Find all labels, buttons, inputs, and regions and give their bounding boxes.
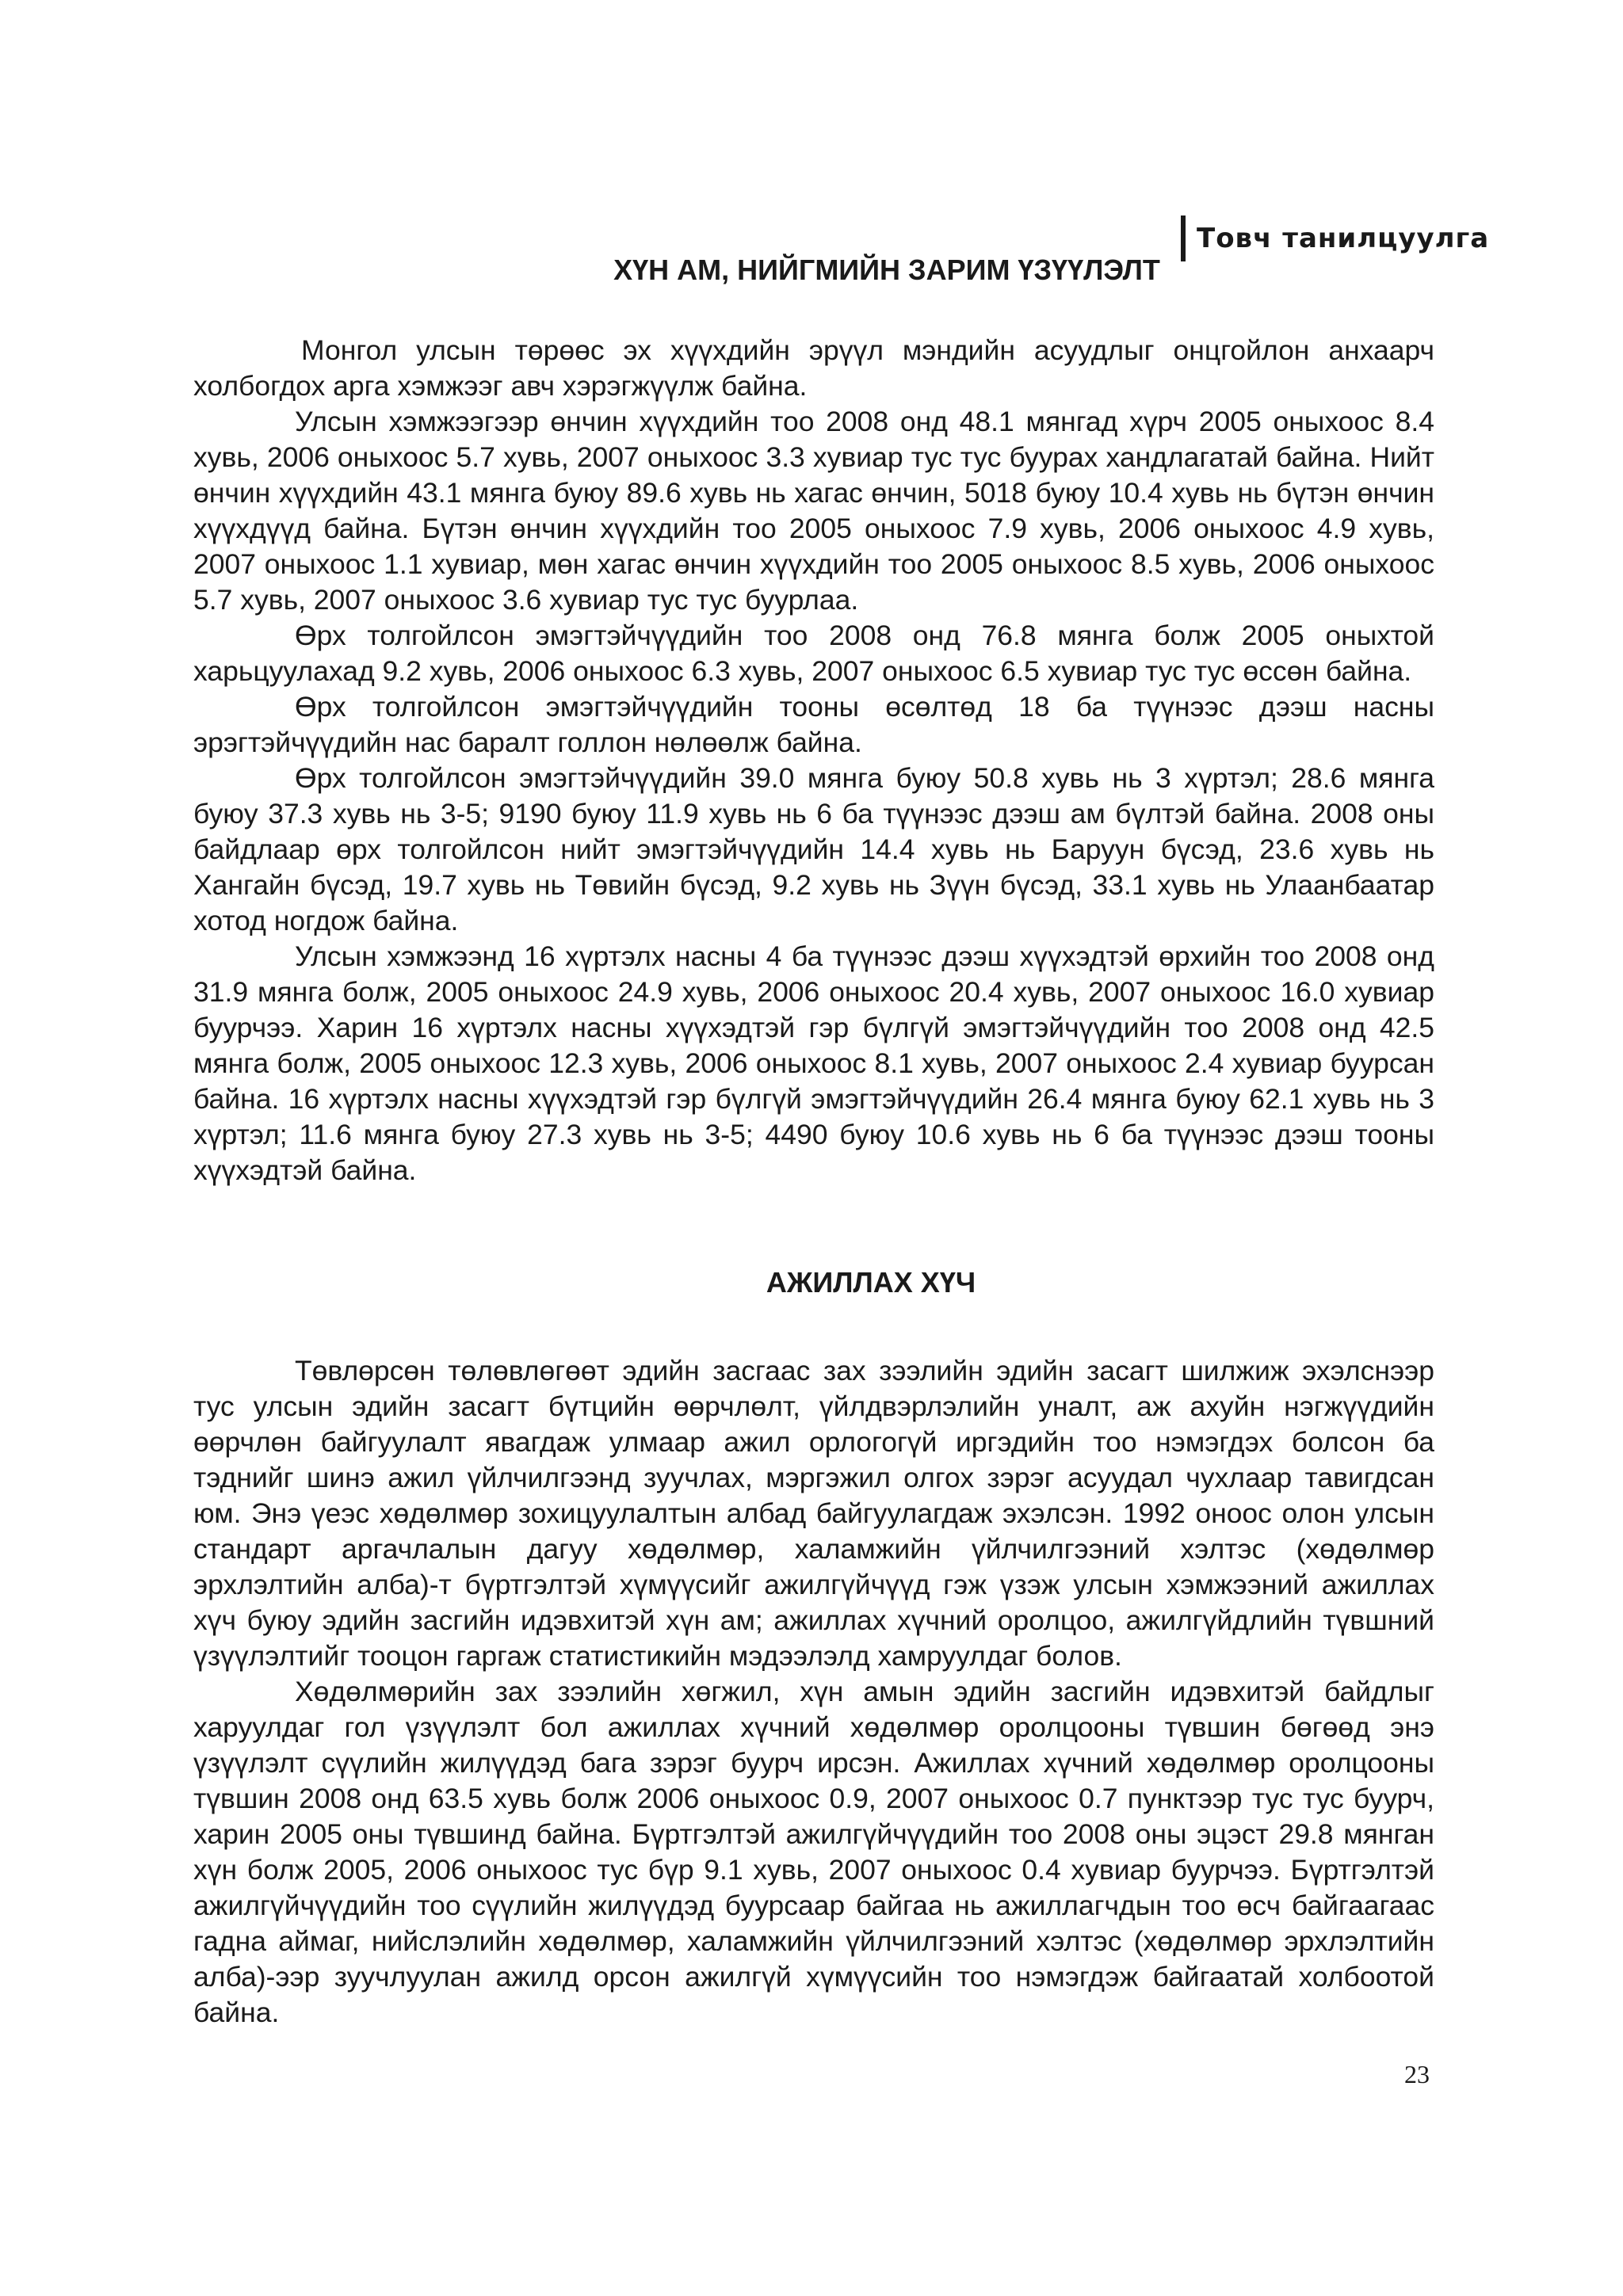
running-title: Товч танилцуулга	[1197, 223, 1490, 254]
paragraph: Өрх толгойлсон эмэгтэйчүүдийн 39.0 мянга буюу 50.8 хувь нь 3 хүртэл; 28.6 мянга буюу 37.3 хувь нь 3-5; 9190 буюу 11.9 хувь нь 6 ба түүнээс дээш ам бүлтэй байна. 2008 оны байдлаар өрх толгойлсон нийт эмэгтэйчүүдийн 14.4 хувь нь Баруун бүсэд, 23.6 хувь нь Хангайн бүсэд, 19.7 хувь нь Төвийн бүсэд, 9.2 хувь нь Зүүн бүсэд, 33.1 хувь нь Улаанбаатар хотод ногдож байна.	[193, 762, 1434, 936]
section-heading-labor-force: АЖИЛЛАХ ХҮЧ	[766, 1266, 976, 1299]
paragraph: Улсын хэмжээгээр өнчин хүүхдийн тоо 2008 онд 48.1 мянгад хүрч 2005 оныхоос 8.4 хувь, 2006 оныхоос 5.7 хувь, 2007 оныхоос 3.3 хувиар тус тус буурах хандлагатай байна. Нийт өнчин хүүхдийн 43.1 мянга буюу 89.6 хувь нь хагас өнчин, 5018 буюу 10.4 хувь нь бүтэн өнчин хүүхдүүд байна. Бүтэн өнчин хүүхдийн тоо 2005 оныхоос 7.9 хувь, 2006 оныхоос 4.9 хувь, 2007 оныхоос 1.1 хувиар, мөн хагас өнчин хүүхдийн тоо 2005 оныхоос 8.5 хувь, 2006 оныхоос 5.7 хувь, 2007 оныхоос 3.6 хувиар тус тус буурлаа.	[193, 406, 1434, 616]
section-body-population	[193, 333, 1434, 1188]
section-heading-population: ХҮН АМ, НИЙГМИЙН ЗАРИМ ҮЗҮҮЛЭЛТ	[613, 254, 1160, 286]
section-body-labor-force	[193, 1353, 1434, 2031]
paragraph: Монгол улсын төрөөс эх хүүхдийн эрүүл мэндийн асуудлыг онцгойлон анхаарч холбогдох арга хэмжээг авч хэрэгжүүлж байна.	[193, 334, 1434, 402]
paragraph: Төвлөрсөн төлөвлөгөөт эдийн засгаас зах зээлийн эдийн засагт шилжиж эхэлснээр тус улсын эдийн засагт бүтцийн өөрчлөлт, үйлдвэрлэлийн уналт, аж ахуйн нэгжүүдийн өөрчлөн байгуулалт явагдаж улмаар ажил орлогогүй иргэдийн тоо нэмэгдэх болсон ба тэднийг шинэ ажил үйлчилгээнд зуучлах, мэргэжил олгох зэрэг асуудал чухлаар тавигдсан юм. Энэ үеэс хөдөлмөр зохицуулалтын албад байгуулагдаж эхэлсэн. 1992 оноос олон улсын стандарт аргачлалын дагуу хөдөлмөр, халамжийн үйлчилгээний хэлтэс (хөдөлмөр эрхлэлтийн алба)-т бүртгэлтэй хүмүүсийг ажилгүйчүүд гэж үзэж улсын хэмжээний ажиллах хүч буюу эдийн засгийн идэвхитэй хүн ам; ажиллах хүчний оролцоо, ажилгүйдлийн түвшний үзүүлэлтийг тооцон гаргаж статистикийн мэдээлэлд хамруулдаг болов.	[193, 1355, 1434, 1672]
page-number: 23	[1404, 2060, 1430, 2088]
paragraph: Өрх толгойлсон эмэгтэйчүүдийн тоо 2008 онд 76.8 мянга болж 2005 оныхтой харьцуулахад 9.2 хувь, 2006 оныхоос 6.3 хувь, 2007 оныхоос 6.5 хувиар тус тус өссөн байна.	[193, 620, 1434, 687]
paragraph: Өрх толгойлсон эмэгтэйчүүдийн тооны өсөлтөд 18 ба түүнээс дээш насны эрэгтэйчүүдийн нас баралт голлон нөлөөлж байна.	[193, 691, 1434, 758]
paragraph: Хөдөлмөрийн зах зээлийн хөгжил, хүн амын эдийн засгийн идэвхитэй байдлыг харуулдаг гол үзүүлэлт бол ажиллах хүчний хөдөлмөр оролцооны түвшин бөгөөд энэ үзүүлэлт сүүлийн жилүүдэд бага зэрэг буурч ирсэн. Ажиллах хүчний хөдөлмөр оролцооны түвшин 2008 онд 63.5 хувь болж 2006 оныхоос 0.9, 2007 оныхоос 0.7 пунктээр тус тус буурч, харин 2005 оны түвшинд байна. Бүртгэлтэй ажилгүйчүүдийн тоо 2008 оны эцэст 29.8 мянган хүн болж 2005, 2006 оныхоос тус бүр 9.1 хувь, 2007 оныхоос 0.4 хувиар буурчээ. Бүртгэлтэй ажилгүйчүүдийн тоо сүүлийн жилүүдэд буурсаар байгаа нь ажиллагчдын тоо өсч байгаагаас гадна аймаг, нийслэлийн хөдөлмөр, халамжийн үйлчилгээний хэлтэс (хөдөлмөр эрхлэлтийн алба)-ээр зуучлуулан ажилд орсон ажилгүй хүмүүсийн тоо нэмэгдэж байгаатай холбоотой байна.	[193, 1676, 1434, 2028]
paragraph: Улсын хэмжээнд 16 хүртэлх насны 4 ба түүнээс дээш хүүхэдтэй өрхийн тоо 2008 онд 31.9 мянга болж, 2005 оныхоос 24.9 хувь, 2006 оныхоос 20.4 хувь, 2007 оныхоос 16.0 хувиар буурчээ. Харин 16 хүртэлх насны хүүхэдтэй гэр бүлгүй эмэгтэйчүүдийн тоо 2008 онд 42.5 мянга болж, 2005 оныхоос 12.3 хувь, 2006 оныхоос 8.1 хувь, 2007 оныхоос 2.4 хувиар буурсан байна. 16 хүртэлх насны хүүхэдтэй гэр бүлгүй эмэгтэйчүүдийн 26.4 мянга буюу 62.1 хувь нь 3 хүртэл; 11.6 мянга буюу 27.3 хувь нь 3-5; 4490 буюу 10.6 хувь нь 6 ба түүнээс дээш тооны хүүхэдтэй байна.	[193, 940, 1434, 1186]
